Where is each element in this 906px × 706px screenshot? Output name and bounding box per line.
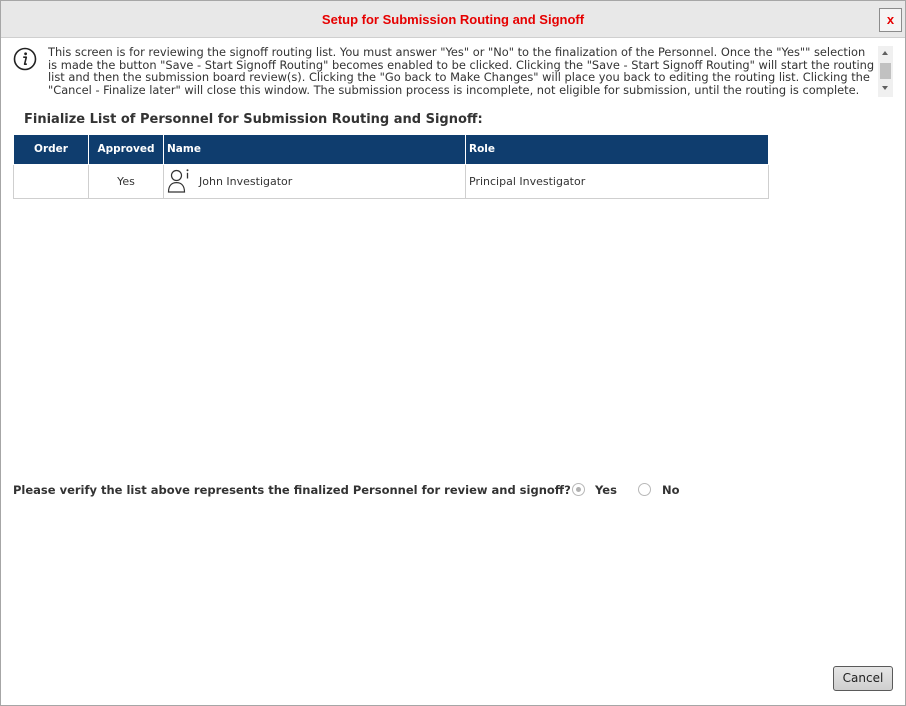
dialog-title: Setup for Submission Routing and Signoff [321, 12, 585, 27]
person-name: John Investigator [199, 174, 293, 188]
column-header-approved[interactable]: Approved [89, 135, 164, 164]
column-header-order[interactable]: Order [14, 135, 89, 164]
cell-approved: Yes [89, 164, 164, 198]
table-row[interactable] [14, 164, 769, 198]
radio-no-label[interactable]: No [662, 483, 680, 497]
dialog-titlebar [1, 1, 905, 38]
radio-yes[interactable] [572, 483, 585, 496]
column-header-role[interactable]: Role [466, 135, 769, 164]
table-header-row [14, 135, 769, 164]
cancel-button[interactable]: Cancel [833, 666, 893, 691]
person-info-icon[interactable] [167, 168, 191, 194]
radio-yes-label[interactable]: Yes [595, 483, 617, 497]
info-text: This screen is for reviewing the signoff routing list. You must answer "Yes" or "No" to the finalization of the Personnel. Once the "Yes"" selection is made the button "Save - Start Signoff Routing" becomes enabled to be clicked. Clicking the "Save - Start Signoff Routing" will start the routing list and then the submission board review(s). Clicking the "Go back to Make Changes" will place you back to editing the routing list. Clicking the "Cancel - Finalize later" will close this window. The submission process is incomplete, not eligible for submission, until the routing is complete. [48, 46, 875, 97]
cell-name [164, 164, 466, 198]
scroll-down-arrow-icon[interactable] [882, 86, 888, 90]
personnel-table [13, 135, 769, 199]
cell-order [14, 164, 89, 198]
verify-question: Please verify the list above represents the finalized Personnel for review and signoff? [13, 483, 571, 497]
section-heading: Finialize List of Personnel for Submission Routing and Signoff: [24, 112, 483, 127]
column-header-name[interactable]: Name [164, 135, 466, 164]
scroll-thumb[interactable] [880, 63, 891, 79]
scroll-up-arrow-icon[interactable] [882, 51, 888, 55]
radio-no[interactable] [638, 483, 651, 496]
info-circle-icon [13, 47, 37, 71]
info-scrollbar[interactable] [878, 46, 893, 97]
close-button[interactable]: x [879, 8, 902, 32]
cell-role: Principal Investigator [466, 164, 769, 198]
